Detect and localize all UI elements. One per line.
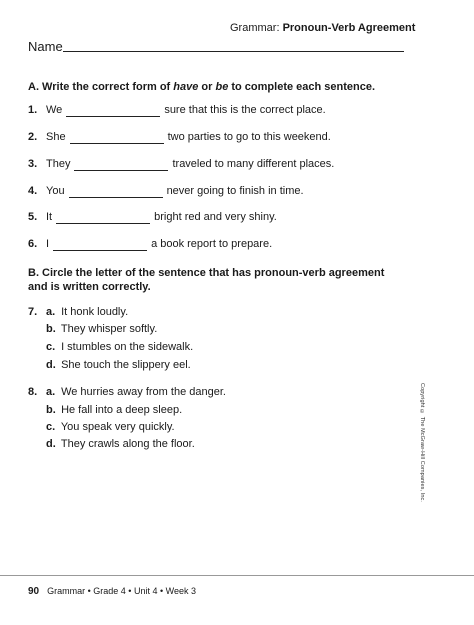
option-7a[interactable]: a. It honk loudly. (46, 306, 129, 318)
question-8-number: 8. (28, 386, 38, 398)
option-8a[interactable]: a. We hurries away from the danger. (46, 386, 226, 398)
page-footer (28, 586, 196, 597)
header-topic: Pronoun-Verb Agreement (282, 22, 416, 34)
page-header (230, 22, 415, 34)
name-field-line[interactable] (63, 51, 404, 52)
page-number: 90 (28, 586, 40, 597)
question-7-number: 7. (28, 306, 38, 318)
answer-blank-2[interactable] (70, 132, 164, 144)
option-8b[interactable]: b. He fall into a deep sleep. (46, 404, 183, 416)
question-6: 6. I a book report to prepare. (28, 238, 273, 250)
footer-text: Grammar • Grade 4 • Unit 4 • Week 3 (47, 586, 196, 596)
option-7b[interactable]: b. They whisper softly. (46, 323, 158, 335)
option-8c[interactable]: c. You speak very quickly. (46, 421, 175, 433)
question-4: 4. You never going to finish in time. (28, 185, 304, 197)
copyright-notice: Copyright © The McGraw-Hill Companies, Inc. (419, 383, 425, 503)
header-subject: Grammar: (230, 22, 280, 34)
section-a-heading: A. Write the correct form of have or be to complete each sentence. (28, 81, 376, 93)
option-7d[interactable]: d. She touch the slippery eel. (46, 359, 191, 371)
answer-blank-6[interactable] (53, 239, 147, 251)
answer-blank-5[interactable] (56, 212, 150, 224)
name-label: Name (28, 39, 63, 54)
answer-blank-4[interactable] (69, 186, 163, 198)
question-3: 3. They traveled to many different places. (28, 158, 335, 170)
answer-blank-1[interactable] (66, 105, 160, 117)
option-7c[interactable]: c. I stumbles on the sidewalk. (46, 341, 194, 353)
answer-blank-3[interactable] (74, 159, 168, 171)
footer-divider (0, 575, 474, 576)
question-2: 2. She two parties to go to this weekend. (28, 131, 331, 143)
option-8d[interactable]: d. They crawls along the floor. (46, 438, 195, 450)
question-5: 5. It bright red and very shiny. (28, 211, 277, 223)
question-1: 1. We sure that this is the correct place. (28, 104, 326, 116)
section-b-heading: B. Circle the letter of the sentence that has pronoun-verb agreement and is written correctly. (28, 267, 385, 293)
